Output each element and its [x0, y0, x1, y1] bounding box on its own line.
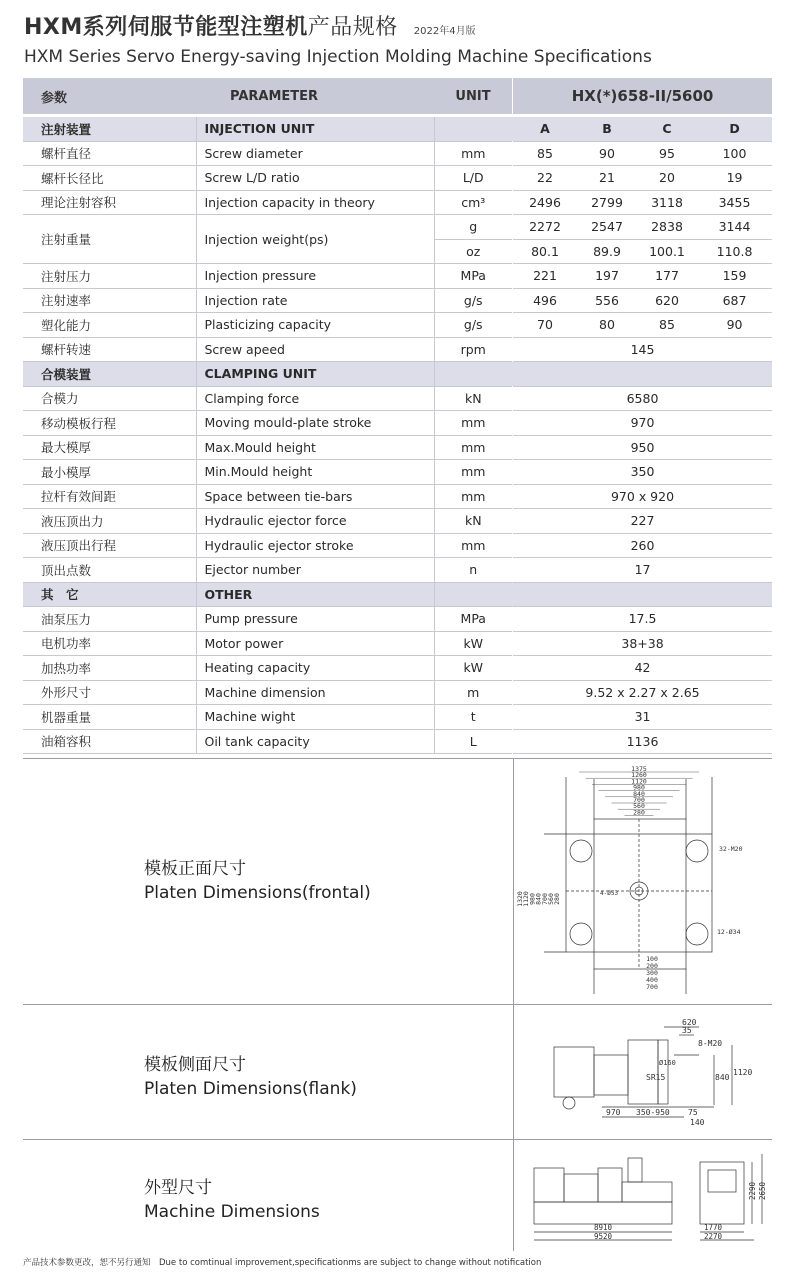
param-en: Screw L/D ratio: [196, 166, 434, 191]
table-row: [23, 313, 772, 338]
param-unit: mm: [434, 141, 512, 166]
section-title-en: CLAMPING UNIT: [196, 362, 434, 387]
header-model: HX(*)658-II/5600: [513, 78, 772, 116]
screw-value: 197: [577, 264, 637, 289]
flank-sr: SR15: [646, 1073, 666, 1082]
param-cn: 液压顶出行程: [23, 533, 196, 558]
frontal-top-dim: 280: [633, 808, 645, 817]
param-en: Space between tie-bars: [196, 484, 434, 509]
table-row: [23, 509, 772, 534]
param-en: Motor power: [196, 631, 434, 656]
screw-value: 85: [637, 313, 697, 338]
header-cn: 参数: [23, 78, 196, 116]
param-en: Heating capacity: [196, 656, 434, 681]
param-en: Screw diameter: [196, 141, 434, 166]
flank-dim-140: 140: [690, 1118, 705, 1127]
param-cn: 拉杆有效间距: [23, 484, 196, 509]
screw-value: 90: [577, 141, 637, 166]
frontal-bottom-dim: 400: [646, 976, 658, 984]
table-row: [23, 166, 772, 191]
param-unit: g/s: [434, 288, 512, 313]
param-en: Injection weight(ps): [196, 215, 434, 264]
param-unit: t: [434, 705, 512, 730]
param-value: 970: [513, 411, 772, 436]
param-unit: rpm: [434, 337, 512, 362]
screw-value: 2496: [513, 190, 577, 215]
param-en: Plasticizing capacity: [196, 313, 434, 338]
screw-value: 3455: [697, 190, 772, 215]
screw-value: 110.8: [697, 239, 772, 264]
table-row: [23, 533, 772, 558]
table-row: [23, 484, 772, 509]
param-cn: 注射重量: [23, 215, 196, 264]
screw-value: 20: [637, 166, 697, 191]
param-unit: mm: [434, 484, 512, 509]
section-unit-blank: [434, 116, 512, 142]
machine-height: 2650: [758, 1181, 767, 1200]
machine-length-inner: 8910: [594, 1223, 613, 1232]
drawing-machine-cn: 外型尺寸: [144, 1178, 212, 1198]
section-title-cn: 注射装置: [23, 116, 196, 142]
screw-value: 80.1: [513, 239, 577, 264]
section-unit-blank: [434, 582, 512, 607]
param-en: Moving mould-plate stroke: [196, 411, 434, 436]
platen-frontal-drawing: [514, 759, 773, 1005]
flank-dim-840: 840: [715, 1073, 730, 1082]
flank-dim-1120: 1120: [733, 1068, 753, 1077]
param-cn: 加热功率: [23, 656, 196, 681]
drawing-flank-en: Platen Dimensions(flank): [144, 1079, 357, 1099]
frontal-left-dim: 1120: [522, 891, 531, 907]
param-unit: kW: [434, 656, 512, 681]
screw-value: 70: [513, 313, 577, 338]
param-cn: 油箱容积: [23, 729, 196, 754]
param-unit: m: [434, 680, 512, 705]
drawing-machine: [23, 1139, 772, 1251]
param-cn: 油泵压力: [23, 607, 196, 632]
table-row: [23, 435, 772, 460]
param-cn: 螺杆直径: [23, 141, 196, 166]
frontal-left-dim: 980: [528, 893, 537, 905]
param-value: 970 x 920: [513, 484, 772, 509]
param-cn: 电机功率: [23, 631, 196, 656]
param-cn: 注射压力: [23, 264, 196, 289]
param-unit: L: [434, 729, 512, 754]
param-en: Machine dimension: [196, 680, 434, 705]
param-cn: 机器重量: [23, 705, 196, 730]
frontal-bottom-dim: 300: [646, 969, 658, 977]
param-en: Injection pressure: [196, 264, 434, 289]
screw-value: 2799: [577, 190, 637, 215]
platen-flank-drawing: [514, 1005, 773, 1140]
screw-value: 80: [577, 313, 637, 338]
drawing-frontal-cn: 模板正面尺寸: [144, 859, 246, 879]
page-subtitle: HXM Series Servo Energy-saving Injection Molding Machine Specifications: [24, 47, 652, 67]
param-unit: cm³: [434, 190, 512, 215]
param-cn: 最小模厚: [23, 460, 196, 485]
section-value-blank: [513, 582, 772, 607]
section-value-blank: [513, 362, 772, 387]
table-row: [23, 607, 772, 632]
table-row: [23, 288, 772, 313]
flank-dim-35: 35: [682, 1026, 692, 1035]
screw-label: D: [697, 116, 772, 142]
param-unit: L/D: [434, 166, 512, 191]
table-row: [23, 337, 772, 362]
frontal-top-dim: 980: [633, 783, 645, 792]
flank-dim-75: 75: [688, 1108, 698, 1117]
drawing-flank: [23, 1004, 772, 1140]
param-en: Screw apeed: [196, 337, 434, 362]
screw-value: 3118: [637, 190, 697, 215]
param-en: Machine wight: [196, 705, 434, 730]
screw-value: 100: [697, 141, 772, 166]
param-unit: mm: [434, 533, 512, 558]
param-en: Max.Mould height: [196, 435, 434, 460]
param-en: Hydraulic ejector stroke: [196, 533, 434, 558]
param-unit: kW: [434, 631, 512, 656]
frontal-left-dim: 1320: [516, 891, 524, 907]
screw-value: 100.1: [637, 239, 697, 264]
screw-value: 21: [577, 166, 637, 191]
param-unit: g/s: [434, 313, 512, 338]
param-cn: 螺杆长径比: [23, 166, 196, 191]
title-cn-bold: HXM系列伺服节能型注塑机: [24, 15, 308, 40]
screw-value: 221: [513, 264, 577, 289]
page-title: [24, 10, 476, 41]
param-value: 31: [513, 705, 772, 730]
param-cn: 外形尺寸: [23, 680, 196, 705]
section-title-en: OTHER: [196, 582, 434, 607]
frontal-bottom-dim: 100: [646, 955, 658, 963]
param-cn: 液压顶出力: [23, 509, 196, 534]
flank-dim-620: 620: [682, 1018, 697, 1027]
drawing-frontal: [23, 758, 772, 1005]
param-unit: MPa: [434, 607, 512, 632]
param-cn: 合模力: [23, 386, 196, 411]
param-en: Pump pressure: [196, 607, 434, 632]
frontal-top-dim: 1375: [631, 765, 647, 773]
spec-table: [23, 78, 772, 754]
frontal-left-dim: 280: [553, 893, 562, 905]
screw-value: 85: [513, 141, 577, 166]
param-en: Injection rate: [196, 288, 434, 313]
screw-value: 19: [697, 166, 772, 191]
frontal-left-dim: 560: [547, 893, 555, 905]
header-parameter: PARAMETER: [196, 78, 434, 116]
param-unit: oz: [434, 239, 512, 264]
machine-length-total: 9520: [594, 1232, 613, 1241]
flank-dim-970: 970: [606, 1108, 621, 1117]
param-unit: mm: [434, 435, 512, 460]
table-row: [23, 656, 772, 681]
param-value: 6580: [513, 386, 772, 411]
screw-value: 3144: [697, 215, 772, 240]
param-cn: 最大模厚: [23, 435, 196, 460]
screw-value: 22: [513, 166, 577, 191]
machine-width-inner: 1770: [704, 1223, 723, 1232]
bolt-right-label: 32-M20: [719, 845, 743, 853]
drawing-machine-en: Machine Dimensions: [144, 1202, 320, 1222]
param-unit: mm: [434, 460, 512, 485]
param-unit: MPa: [434, 264, 512, 289]
screw-label: A: [513, 116, 577, 142]
param-unit: kN: [434, 386, 512, 411]
param-unit: mm: [434, 411, 512, 436]
section-title-cn: 合模装置: [23, 362, 196, 387]
screw-value: 687: [697, 288, 772, 313]
table-header-row: [23, 78, 772, 116]
table-row: [23, 141, 772, 166]
frontal-bottom-dim: 200: [646, 962, 658, 970]
param-unit: n: [434, 558, 512, 583]
frontal-top-dim: 1120: [631, 777, 647, 786]
section-title-cn: 其 它: [23, 582, 196, 607]
param-en: Injection capacity in theory: [196, 190, 434, 215]
param-value: 950: [513, 435, 772, 460]
table-row: [23, 729, 772, 754]
table-row: [23, 680, 772, 705]
param-value: 42: [513, 656, 772, 681]
frontal-top-dim: 700: [633, 796, 645, 804]
hole-right-label: 12-Ø34: [717, 928, 741, 936]
frontal-top-dim: 560: [633, 802, 645, 811]
table-row: [23, 558, 772, 583]
flank-bolt: 8-M20: [698, 1039, 723, 1048]
machine-width-total: 2270: [704, 1232, 723, 1241]
table-row: [23, 411, 772, 436]
param-cn: 理论注射容积: [23, 190, 196, 215]
table-row: [23, 386, 772, 411]
param-en: Clamping force: [196, 386, 434, 411]
screw-value: 620: [637, 288, 697, 313]
table-row: [23, 460, 772, 485]
param-value: 145: [513, 337, 772, 362]
param-cn: 顶出点数: [23, 558, 196, 583]
param-value: 1136: [513, 729, 772, 754]
table-row: [23, 705, 772, 730]
screw-value: 177: [637, 264, 697, 289]
drawing-flank-cn: 模板侧面尺寸: [144, 1055, 246, 1075]
param-cn: 螺杆转速: [23, 337, 196, 362]
section-title-en: INJECTION UNIT: [196, 116, 434, 142]
param-value: 38+38: [513, 631, 772, 656]
param-value: 17: [513, 558, 772, 583]
section-header-row: [23, 362, 772, 387]
frontal-bottom-dim: 700: [646, 983, 658, 991]
param-en: Oil tank capacity: [196, 729, 434, 754]
machine-height-2: 2290: [748, 1181, 757, 1200]
table-row: [23, 190, 772, 215]
flank-dim-350-950: 350-950: [636, 1108, 670, 1117]
flank-dia: Ø160: [659, 1059, 676, 1067]
param-value: 350: [513, 460, 772, 485]
param-value: 227: [513, 509, 772, 534]
screw-value: 496: [513, 288, 577, 313]
screw-value: 556: [577, 288, 637, 313]
param-unit: kN: [434, 509, 512, 534]
param-cn: 移动模板行程: [23, 411, 196, 436]
screw-label: C: [637, 116, 697, 142]
screw-value: 159: [697, 264, 772, 289]
table-row: [23, 631, 772, 656]
param-cn: 塑化能力: [23, 313, 196, 338]
param-en: Min.Mould height: [196, 460, 434, 485]
edition-label: 2022年4月版: [413, 26, 476, 37]
param-value: 17.5: [513, 607, 772, 632]
drawing-frontal-en: Platen Dimensions(frontal): [144, 883, 371, 903]
screw-label: B: [577, 116, 637, 142]
screw-value: 90: [697, 313, 772, 338]
screw-value: 2272: [513, 215, 577, 240]
screw-value: 2838: [637, 215, 697, 240]
frontal-top-dim: 1260: [631, 771, 647, 780]
param-unit: g: [434, 215, 512, 240]
hole-left-label: 4-Ø53: [600, 890, 619, 897]
machine-dimension-drawing: [514, 1140, 773, 1251]
screw-value: 2547: [577, 215, 637, 240]
param-cn: 注射速率: [23, 288, 196, 313]
param-value: 260: [513, 533, 772, 558]
frontal-top-dim: 840: [633, 789, 645, 798]
screw-value: 89.9: [577, 239, 637, 264]
table-row: [23, 215, 772, 240]
header-unit: UNIT: [434, 78, 512, 116]
frontal-left-dim: 840: [534, 893, 543, 905]
param-value: 9.52 x 2.27 x 2.65: [513, 680, 772, 705]
screw-value: 95: [637, 141, 697, 166]
table-row: [23, 264, 772, 289]
frontal-left-dim: 700: [540, 893, 549, 905]
section-header-row: [23, 116, 772, 142]
footer-note: 产品技术参数更改，恕不另行通知 Due to comtinual improvement,specificationms are subject to change without notification: [23, 1258, 542, 1268]
title-cn-rest: 产品规格: [307, 15, 398, 40]
section-header-row: [23, 582, 772, 607]
param-en: Ejector number: [196, 558, 434, 583]
param-en: Hydraulic ejector force: [196, 509, 434, 534]
section-unit-blank: [434, 362, 512, 387]
